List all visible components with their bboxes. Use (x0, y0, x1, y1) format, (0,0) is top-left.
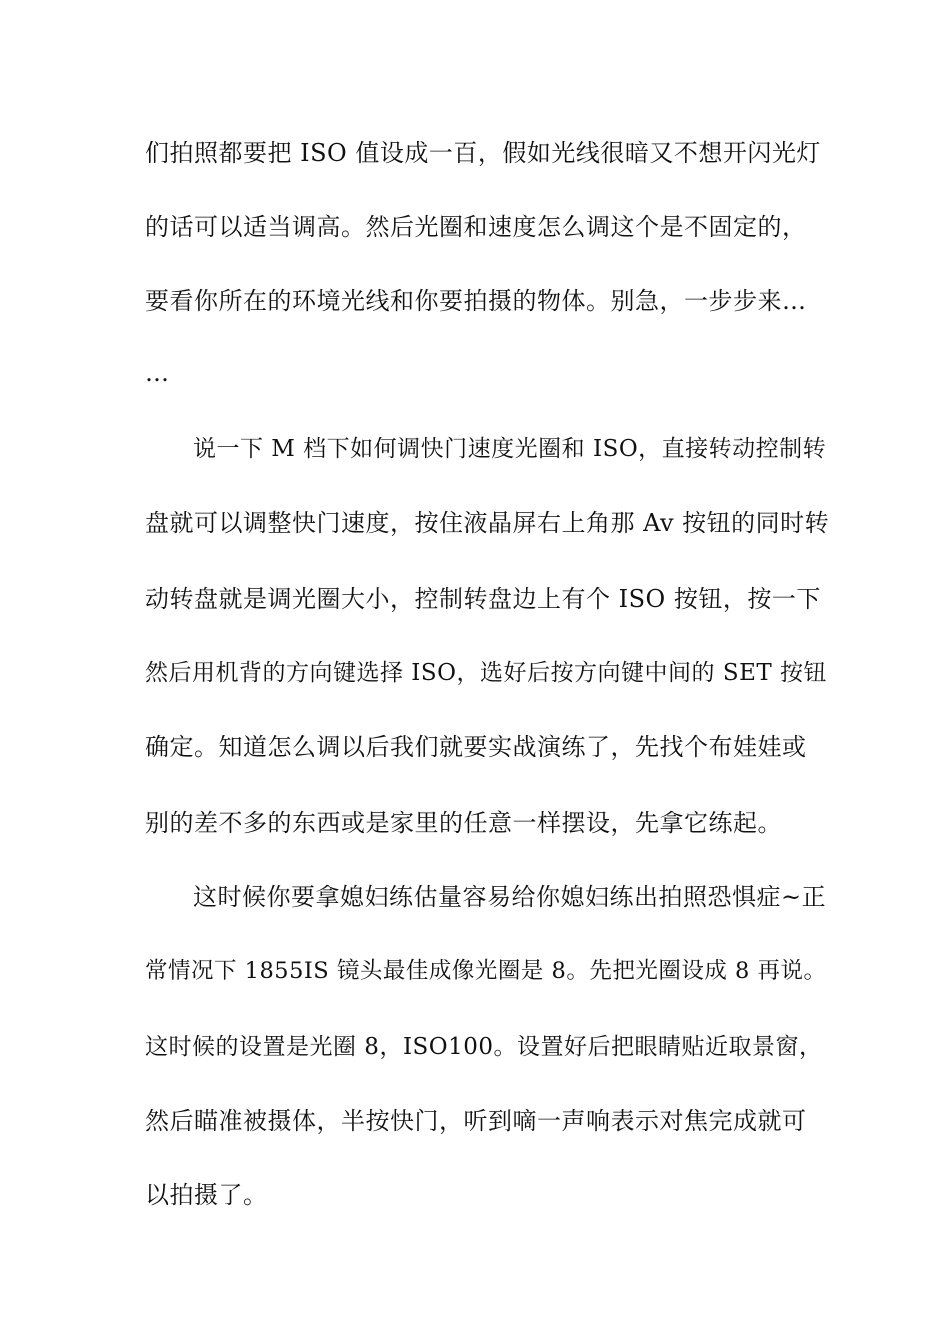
text-line: 要看你所在的环境光线和你要拍摄的物体。别急，一步步来… (145, 287, 807, 315)
text-line: 盘就可以调整快门速度，按住液晶屏右上角那 Av 按钮的同时转 (145, 509, 830, 537)
text-line: 然后瞄准被摄体，半按快门，听到嘀一声响表示对焦完成就可 (145, 1107, 807, 1135)
paragraph-start-line: 这时候你要拿媳妇练估量容易给你媳妇练出拍照恐惧症~正 (193, 883, 827, 911)
text-line: 常情况下 1855IS 镜头最佳成像光圈是 8。先把光圈设成 8 再说。 (145, 958, 827, 984)
text-line: 以拍摄了。 (145, 1181, 268, 1209)
text-line: 确定。知道怎么调以后我们就要实战演练了，先找个布娃娃或 (145, 733, 807, 761)
text-line: 动转盘就是调光圈大小，控制转盘边上有个 ISO 按钮，按一下 (145, 585, 821, 613)
paragraph-start-line: 说一下 M 档下如何调快门速度光圈和 ISO，直接转动控制转 (193, 436, 827, 462)
text-line: … (145, 359, 170, 387)
text-line: 然后用机背的方向键选择 ISO，选好后按方向键中间的 SET 按钮 (145, 660, 828, 686)
text-line: 们拍照都要把 ISO 值设成一百，假如光线很暗又不想开闪光灯 (145, 139, 821, 167)
text-line: 这时候的设置是光圈 8，ISO100。设置好后把眼睛贴近取景窗， (145, 1034, 823, 1060)
text-line: 别的差不多的东西或是家里的任意一样摆设，先拿它练起。 (145, 809, 782, 837)
text-line: 的话可以适当调高。然后光圈和速度怎么调这个是不固定的， (145, 213, 807, 241)
